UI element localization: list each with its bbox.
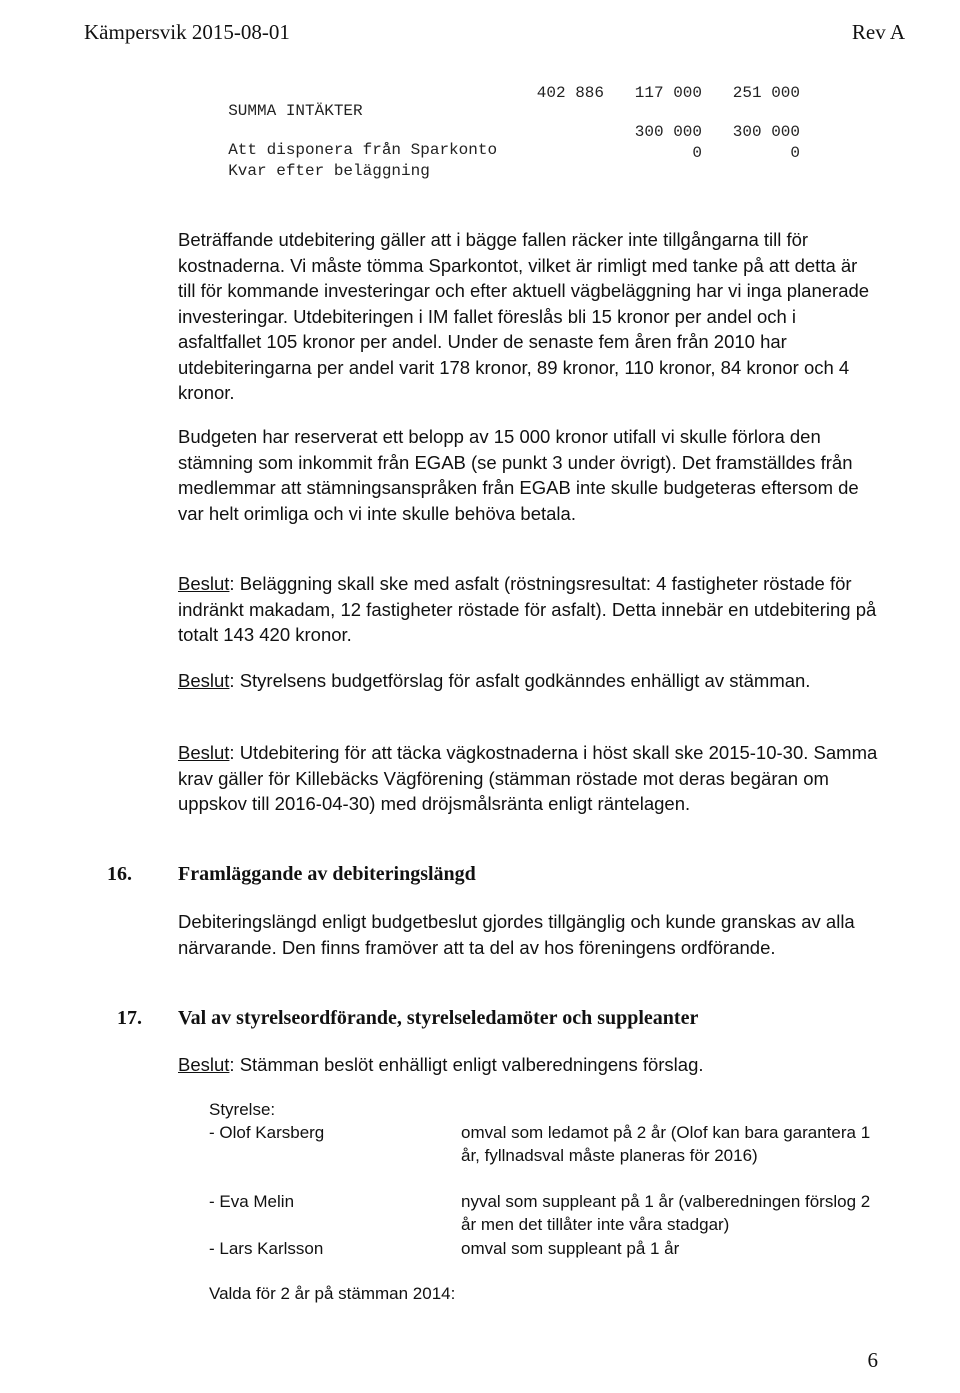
budget-value: 117 000 bbox=[634, 84, 702, 102]
beslut-label: Beslut bbox=[178, 573, 230, 594]
beslut-text: : Utdebitering för att täcka vägkostnaderna i höst skall ske 2015-10-30. Samma krav gäller för Killebäcks Vägförening (stämman röstade mot deras begäran om uppskov till 2016-04-30) med dröjsmålsränta enligt räntelagen. bbox=[178, 742, 878, 814]
section-number-17: 17. bbox=[117, 1007, 142, 1029]
beslut-label: Beslut bbox=[178, 742, 230, 763]
beslut-text: : Stämman beslöt enhälligt enligt valberedningens förslag. bbox=[229, 1054, 704, 1075]
document-header-title: Kämpersvik 2015-08-01 bbox=[84, 20, 290, 44]
member-name: - Lars Karlsson bbox=[209, 1239, 324, 1258]
section-number-16: 16. bbox=[107, 863, 132, 885]
budget-value: 251 000 bbox=[732, 84, 800, 102]
page-number: 6 bbox=[867, 1348, 878, 1372]
budget-label: Kvar efter beläggning bbox=[228, 162, 430, 180]
section-title-16: Framläggande av debiteringslängd bbox=[178, 863, 476, 885]
member-name: - Eva Melin bbox=[209, 1192, 295, 1211]
beslut-belaggning bbox=[178, 571, 878, 648]
beslut-text: : Beläggning skall ske med asfalt (röstningsresultat: 4 fastigheter röstade för indränkt makadam, 12 fastigheter röstade för asfalt). Detta innebär en utdebitering på totalt 143 420 kronor. bbox=[178, 573, 877, 645]
beslut-label: Beslut bbox=[178, 670, 230, 691]
beslut-utdebitering bbox=[178, 740, 878, 817]
utdebitering-paragraph: Beträffande utdebitering gäller att i bägge fallen räcker inte tillgångarna till för kostnaderna. Vi måste tömma Sparkontot, vilket är rimligt med tanke på att detta är till för kommande investeringar och efter aktuell vägbeläggning har vi inga planerade investeringar. Utdebiteringen i IM fallet föreslås bli 15 kronor per andel och i asfaltfallet 105 kronor per andel. Under de senaste fem åren från 2010 har utdebiteringarna per andel varit 178 kronor, 89 kronor, 110 kronor, 84 kronor och 4 kronor. bbox=[178, 229, 870, 403]
budget-label: SUMMA INTÄKTER bbox=[228, 102, 363, 120]
section-16-body: Debiteringslängd enligt budgetbeslut gjordes tillgänglig och kunde granskas av alla närvarande. Den finns framöver att ta del av hos föreningens ordförande. bbox=[178, 911, 855, 958]
section-17-beslut bbox=[178, 1052, 878, 1078]
budget-value: 0 bbox=[692, 144, 702, 162]
budget-value: 300 000 bbox=[732, 123, 800, 141]
styrelse-label: Styrelse: bbox=[209, 1100, 276, 1119]
member-note: omval som ledamot på 2 år (Olof kan bara garantera 1 år, fyllnadsval måste planeras för 2016) bbox=[461, 1123, 871, 1165]
budget-row-kvar bbox=[209, 144, 430, 180]
beslut-budgetforslag bbox=[178, 668, 878, 694]
section-title-17: Val av styrelseordförande, styrelseledamöter och suppleanter bbox=[178, 1007, 699, 1029]
budget-value: 300 000 bbox=[634, 123, 702, 141]
budget-row-summa bbox=[209, 84, 363, 120]
beslut-label: Beslut bbox=[178, 1054, 230, 1075]
budget-label: Att disponera från Sparkonto bbox=[228, 141, 498, 159]
member-note: omval som suppleant på 1 år bbox=[461, 1239, 680, 1258]
member-note: nyval som suppleant på 1 år (valberedningen förslog 2 år men det tillåter inte våra stadgar) bbox=[461, 1192, 871, 1234]
budget-value: 0 bbox=[790, 144, 800, 162]
valda-label: Valda för 2 år på stämman 2014: bbox=[209, 1284, 456, 1303]
budget-reservation-paragraph: Budgeten har reserverat ett belopp av 15 000 kronor utifall vi skulle förlora den stämning som inkommit från EGAB (se punkt 3 under övrigt). Det framställdes från medlemmar att stämningsanspråken från EGAB inte skulle budgeteras eftersom de var helt orimliga och vi inte skulle behöva betala. bbox=[178, 426, 859, 524]
document-revision: Rev A bbox=[851, 20, 905, 44]
budget-value: 402 886 bbox=[536, 84, 604, 102]
beslut-text: : Styrelsens budgetförslag för asfalt godkänndes enhälligt av stämman. bbox=[229, 670, 811, 691]
member-name: - Olof Karsberg bbox=[209, 1123, 325, 1142]
